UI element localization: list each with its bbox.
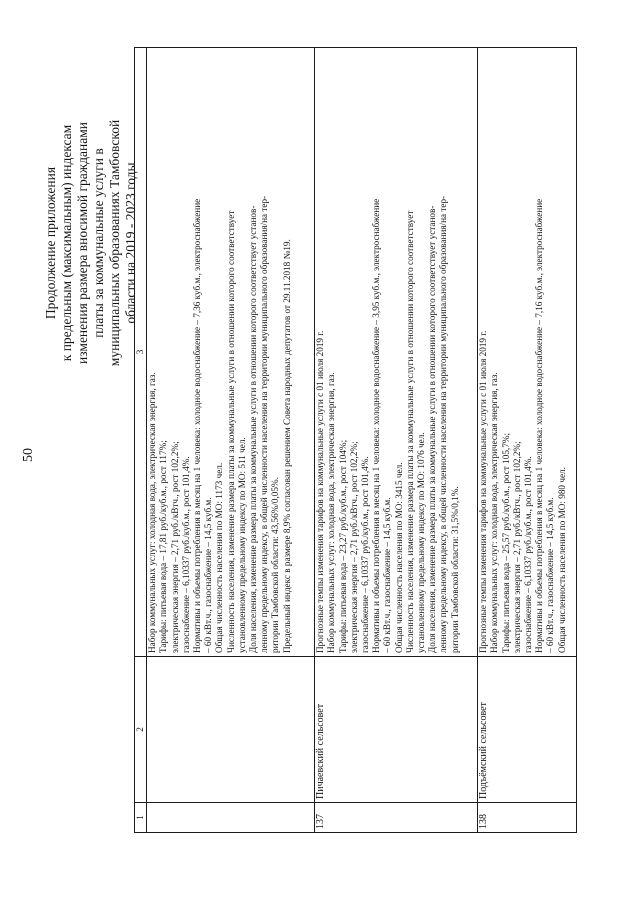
row-number: 138 bbox=[478, 803, 577, 833]
row-number bbox=[147, 803, 315, 833]
row-number: 137 bbox=[315, 803, 478, 833]
description-line: – 60 кВт.ч., газоснабжение – 14,5 куб.м. bbox=[203, 497, 214, 653]
municipality-name: Пичаевский сельсовет bbox=[315, 657, 478, 803]
heading-line: платы за коммунальные услуги в bbox=[91, 148, 106, 338]
description-line: Численность населения, изменение размера платы за коммунальные услуги в отношении которого соответствует bbox=[404, 210, 415, 653]
description-line: установленному предельному индексу по МО: 1076 чел. bbox=[416, 432, 427, 653]
description-line: Прогнозные темпы изменения тарифов на коммунальные услуги с 01 июля 2019 г. bbox=[315, 330, 326, 653]
table-row bbox=[147, 48, 315, 833]
page-number: 50 bbox=[21, 448, 36, 462]
description-line: Тарифы: питьевая вода – 25,57 руб./куб.м., рост 105,7%; bbox=[500, 432, 511, 653]
description-line: газоснабжение – 6,10337 руб./куб.м., рост 101,4%. bbox=[523, 456, 534, 653]
column-header: 1 bbox=[135, 803, 147, 833]
municipality-name bbox=[147, 657, 315, 803]
description-line: ленному предельному индексу, в общей численности населения на территории муниципального образования/на тер- bbox=[438, 195, 449, 653]
description-line: Набор коммунальных услуг: холодная вода, электрическая энергия, газ. bbox=[326, 372, 337, 653]
description-line: Общая численность населения по МО: 3415 чел. bbox=[393, 462, 404, 653]
table-body bbox=[147, 48, 577, 833]
description-line: Набор коммунальных услуг: холодная вода, электрическая энергия, газ. bbox=[147, 372, 158, 653]
description-line: ленному предельному индексу, в общей численности населения на территории муниципального образования/на тер- bbox=[259, 195, 270, 653]
description-line: газоснабжение – 6,10337 руб./куб.м., рост 101,4%. bbox=[360, 456, 371, 653]
table-row bbox=[315, 48, 478, 833]
heading-line: к предельным (максимальным) индексам bbox=[59, 124, 74, 362]
description-line: ритории Тамбовской области: 31,5%/0,1%. bbox=[449, 486, 460, 653]
description-line: Численность населения, изменение размера платы за коммунальные услуги в отношении которого соответствует bbox=[225, 210, 236, 653]
table-header-row bbox=[135, 48, 147, 833]
heading-line: изменения размера вносимой гражданами bbox=[75, 122, 90, 364]
indices-description bbox=[147, 48, 315, 657]
description-line: газоснабжение – 6,10337 руб./куб.м., рост 101,4%. bbox=[180, 456, 191, 653]
description-line: Тарифы: питьевая вода – 23,27 руб./куб.м., рост 104%; bbox=[337, 439, 348, 653]
description-line: электрическая энергия – 2,71 руб./кВтч., рост 102,2%; bbox=[348, 441, 359, 653]
appendix-heading bbox=[43, 63, 139, 423]
description-line: Предельный индекс в размере 8,9% согласован решением Совета народных депутатов от 29.11.2018 №19. bbox=[281, 239, 292, 653]
column-header: 2 bbox=[135, 657, 147, 803]
description-line: установленному предельному индексу по МО: 511 чел. bbox=[236, 437, 247, 653]
table-row bbox=[478, 48, 577, 833]
description-line: Нормативы и объемы потребления в месяц на 1 человека: холодное водоснабжение – 3,95 куб.м., электроснабжение bbox=[371, 198, 382, 653]
description-line: Нормативы и объемы потребления в месяц на 1 человека: холодное водоснабжение – 7,36 куб.м., электроснабжение bbox=[192, 198, 203, 653]
description-line: Доля населения, изменение размера платы за коммунальные услуги в отношении которого соответствует установ- bbox=[248, 205, 259, 653]
description-line: Общая численность населения по МО: 980 чел. bbox=[556, 467, 567, 653]
description-line: Общая численность населения по МО: 1173 чел. bbox=[214, 462, 225, 653]
municipality-name: Подъёмский сельсовет bbox=[478, 657, 577, 803]
description-line: Нормативы и объемы потребления в месяц на 1 человека: холодное водоснабжение – 7,16 куб.м., электроснабжение bbox=[534, 198, 545, 653]
description-line: ритории Тамбовской области: 43,56%/0,05%. bbox=[270, 477, 281, 653]
description-line: электрическая энергия – 2,71 руб./кВтч., рост 102,2%; bbox=[511, 441, 522, 653]
description-line: электрическая энергия – 2,71 руб./кВтч., рост 102,2%; bbox=[169, 441, 180, 653]
indices-description bbox=[315, 48, 478, 657]
heading-line: области на 2019 - 2023 годы bbox=[123, 162, 138, 324]
description-line: Тарифы: питьевая вода – 17,81 руб./куб.м., рост 117%; bbox=[158, 440, 169, 653]
description-line: – 60 кВт.ч., газоснабжение – 14,5 куб.м. bbox=[382, 497, 393, 653]
description-line: Прогнозные темпы изменения тарифов на коммунальные услуги с 01 июля 2019 г. bbox=[478, 330, 489, 653]
description-line: Набор коммунальных услуг: холодная вода, электрическая энергия, газ. bbox=[489, 372, 500, 653]
indices-table bbox=[134, 47, 577, 833]
heading-line: муниципальных образованиях Тамбовской bbox=[107, 119, 122, 367]
description-line: Доля населения, изменение размера платы за коммунальные услуги в отношении которого соответствует установ- bbox=[427, 205, 438, 653]
heading-line: Продолжение приложения bbox=[43, 166, 58, 320]
description-line: – 60 кВт.ч., газоснабжение – 14,5 куб.м. bbox=[545, 497, 556, 653]
indices-description bbox=[478, 48, 577, 657]
column-header: 3 bbox=[135, 48, 147, 657]
